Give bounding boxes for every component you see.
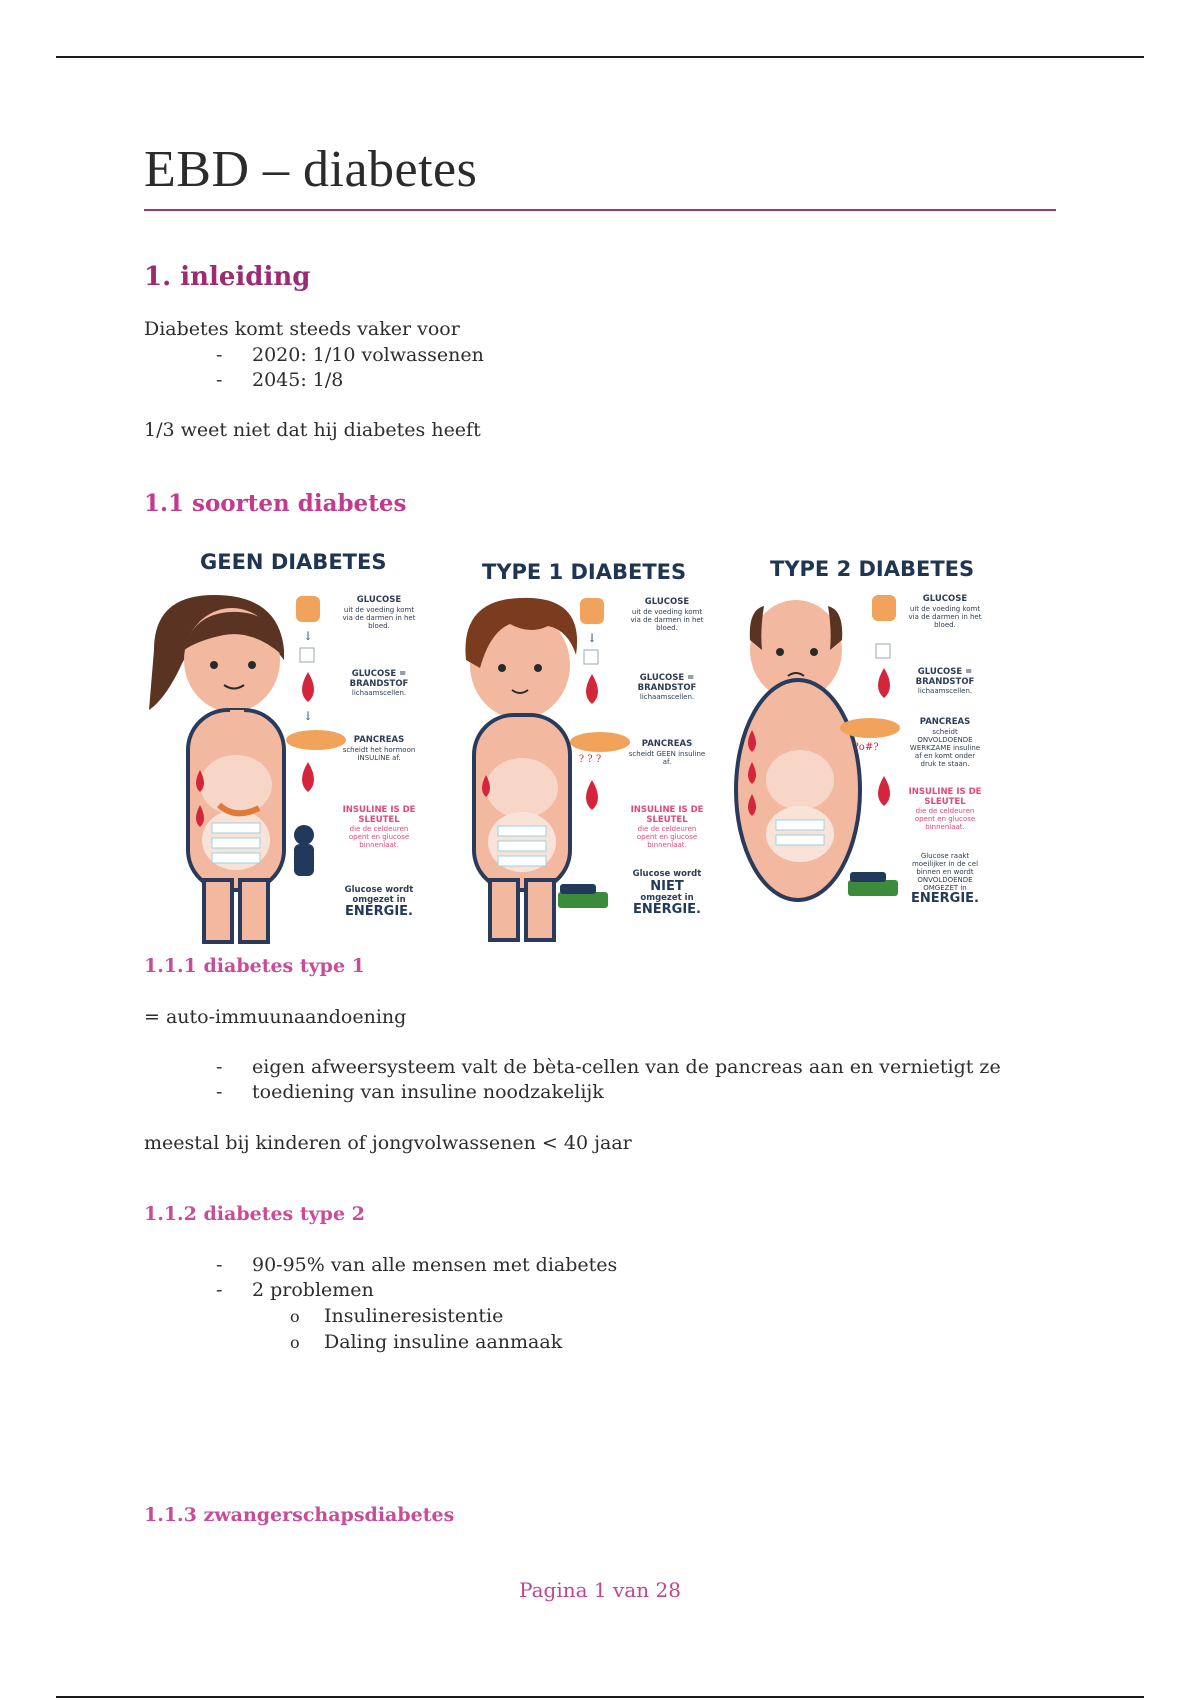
panel-type-2-diabetes	[730, 540, 1020, 950]
type1-definition: = auto-immuunaandoening	[144, 1006, 407, 1028]
step-insuline-sleutel: INSULINE IS DE SLEUTEL die de celdeuren opent en glucose binnenlaat.	[630, 805, 704, 849]
svg-text:↓: ↓	[302, 709, 314, 723]
step-insuline-sleutel: INSULINE IS DE SLEUTEL die de celdeuren opent en glucose binnenlaat.	[342, 805, 416, 849]
step-glucose: GLUCOSE uit de voeding komt via de darmen in het bloed.	[342, 595, 416, 630]
section-heading-type2: 1.1.2 diabetes type 2	[144, 1203, 365, 1225]
panel-title: GEEN DIABETES	[200, 550, 387, 574]
step-pancreas: PANCREAS scheidt GEEN insuline af.	[628, 739, 706, 766]
step-brandstof: GLUCOSE = BRANDSTOF lichaamscellen.	[637, 673, 697, 701]
step-glucose: GLUCOSE uit de voeding komt via de darmen in het bloed.	[630, 597, 704, 632]
step-glucose: GLUCOSE uit de voeding komt via de darmen in het bloed.	[908, 594, 982, 629]
document-title: EBD – diabetes	[144, 141, 478, 198]
panel-type-1-diabetes	[440, 540, 730, 950]
awareness-note: 1/3 weet niet dat hij diabetes heeft	[144, 419, 481, 441]
top-rule	[56, 56, 1144, 58]
step-insuline-sleutel: INSULINE IS DE SLEUTEL die de celdeuren opent en glucose binnenlaat.	[908, 787, 982, 831]
svg-text:↓: ↓	[586, 631, 598, 645]
diabetes-types-infographic	[144, 540, 1020, 950]
step-energie: Glucose wordt omgezet in ENERGIE.	[344, 885, 414, 919]
section-heading-type1: 1.1.1 diabetes type 1	[144, 955, 365, 977]
svg-text:? ? ?: ? ? ?	[578, 754, 602, 765]
panel-title: TYPE 1 DIABETES	[482, 560, 687, 584]
panel-title: TYPE 2 DIABETES	[770, 557, 975, 581]
svg-text:↓: ↓	[302, 629, 314, 643]
bottom-rule	[56, 1696, 1144, 1698]
step-pancreas: PANCREAS scheidt ONVOLDOENDE WERKZAME insuline af en komt onder druk te staan.	[909, 717, 981, 768]
step-pancreas: PANCREAS scheidt het hormoon INSULINE af.	[342, 735, 416, 762]
intro-text: Diabetes komt steeds vaker voor	[144, 318, 460, 340]
page-number: Pagina 1 van 28	[519, 1578, 681, 1602]
title-underline	[144, 209, 1056, 211]
svg-text:?o#?: ?o#?	[853, 742, 879, 753]
step-brandstof: GLUCOSE = BRANDSTOF lichaamscellen.	[915, 667, 975, 695]
type1-age-note: meestal bij kinderen of jongvolwassenen < 40 jaar	[144, 1132, 632, 1154]
step-onvoldoende-energie: Glucose raakt moeilijker in de cel binnen en wordt ONVOLDOENDE OMGEZET in ENERGIE.	[911, 852, 979, 906]
step-niet-energie: Glucose wordt NIET omgezet in ENERGIE.	[632, 869, 702, 917]
section-heading-soorten: 1.1 soorten diabetes	[144, 490, 407, 517]
section-heading-inleiding: 1. inleiding	[144, 262, 311, 292]
section-heading-zwangerschap: 1.1.3 zwangerschapsdiabetes	[144, 1504, 455, 1526]
step-brandstof: GLUCOSE = BRANDSTOF lichaamscellen.	[349, 669, 409, 697]
panel-geen-diabetes	[144, 540, 434, 950]
